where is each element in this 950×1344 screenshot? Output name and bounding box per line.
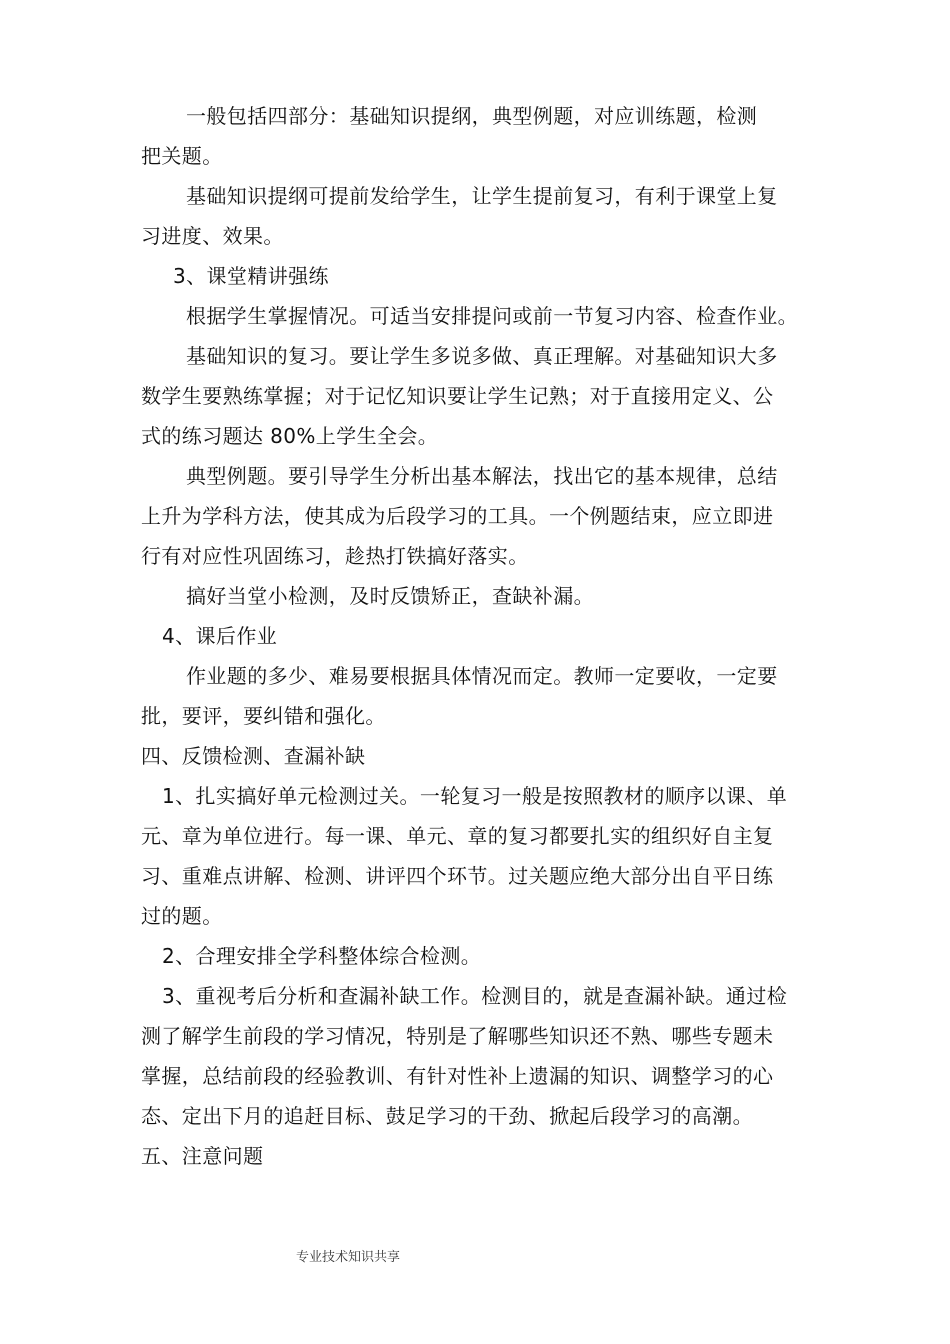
paragraph-line: 式的练习题达 80%上学生全会。 — [141, 424, 439, 448]
paragraph-line: 习进度、效果。 — [141, 224, 284, 248]
paragraph-line: 把关题。 — [141, 144, 223, 168]
paragraph-line: 批，要评，要纠错和强化。 — [141, 704, 386, 728]
paragraph-line: 态、定出下月的追赶目标、鼓足学习的干劲、掀起后段学习的高潮。 — [141, 1104, 753, 1128]
page-footer: 专业技术知识共享 — [296, 1250, 401, 1265]
paragraph-line: 测了解学生前段的学习情况，特别是了解哪些知识还不熟、哪些专题未 — [141, 1024, 774, 1048]
paragraph-line: 3、重视考后分析和查漏补缺工作。检测目的，就是查漏补缺。通过检 — [162, 984, 788, 1008]
paragraph-line: 2、合理安排全学科整体综合检测。 — [162, 944, 482, 968]
paragraph-line: 元、章为单位进行。每一课、单元、章的复习都要扎实的组织好自主复 — [141, 824, 774, 848]
paragraph-line: 基础知识提纲可提前发给学生，让学生提前复习，有利于课堂上复 — [186, 184, 778, 208]
paragraph-line: 一般包括四部分：基础知识提纲，典型例题，对应训练题，检测 — [186, 104, 758, 128]
section-heading: 3、课堂精讲强练 — [173, 264, 329, 288]
paragraph-line: 过的题。 — [141, 904, 223, 928]
paragraph-line: 1、扎实搞好单元检测过关。一轮复习一般是按照教材的顺序以课、单 — [162, 784, 788, 808]
chapter-heading: 四、反馈检测、查漏补缺 — [141, 744, 366, 768]
paragraph-line: 根据学生掌握情况。可适当安排提问或前一节复习内容、检查作业。 — [186, 304, 798, 328]
chapter-heading: 五、注意问题 — [141, 1144, 264, 1168]
paragraph-line: 上升为学科方法，使其成为后段学习的工具。一个例题结束，应立即进 — [141, 504, 774, 528]
paragraph-line: 掌握，总结前段的经验教训、有针对性补上遗漏的知识、调整学习的心 — [141, 1064, 774, 1088]
paragraph-line: 搞好当堂小检测，及时反馈矫正，查缺补漏。 — [186, 584, 594, 608]
section-heading: 4、课后作业 — [162, 624, 278, 648]
paragraph-line: 行有对应性巩固练习，趁热打铁搞好落实。 — [141, 544, 529, 568]
paragraph-line: 基础知识的复习。要让学生多说多做、真正理解。对基础知识大多 — [186, 344, 778, 368]
paragraph-line: 数学生要熟练掌握；对于记忆知识要让学生记熟；对于直接用定义、公 — [141, 384, 774, 408]
paragraph-line: 作业题的多少、难易要根据具体情况而定。教师一定要收，一定要 — [186, 664, 778, 688]
paragraph-line: 典型例题。要引导学生分析出基本解法，找出它的基本规律，总结 — [186, 464, 778, 488]
paragraph-line: 习、重难点讲解、检测、讲评四个环节。过关题应绝大部分出自平日练 — [141, 864, 774, 888]
